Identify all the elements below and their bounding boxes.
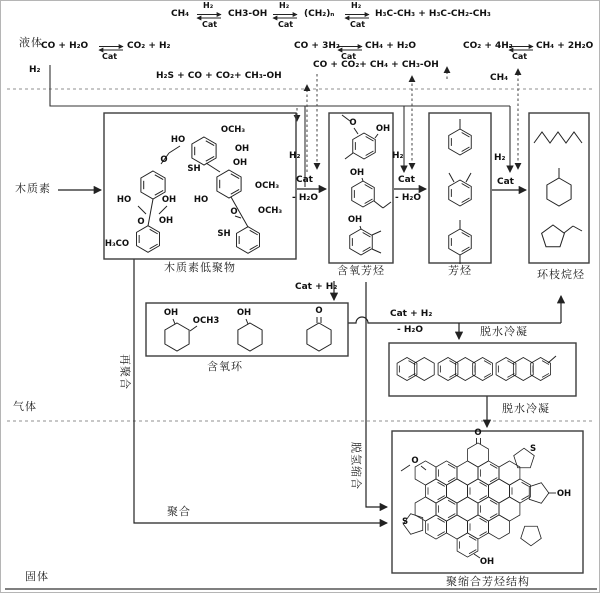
- lignin-ho-mid2-label: HO: [193, 195, 209, 205]
- lignin-oh-bl-label: OH: [158, 216, 174, 226]
- dehydration-caption-top: 脱水冷凝: [480, 325, 528, 338]
- rx2a-right: CO₂ + H₂: [127, 41, 171, 51]
- cyclohexanol-oh-label: OH: [236, 308, 252, 318]
- methoxycyclohexanol-oh-label: OH: [163, 308, 179, 318]
- guaiacol-oh-label: OH: [375, 124, 391, 134]
- lignin-o-bl-label: O: [137, 217, 145, 227]
- phase-liquid-label: 液体: [19, 36, 43, 49]
- condensed-pah-caption: 聚缩合芳烃结构: [446, 575, 530, 588]
- lignin-och3-br-label: OCH₃: [257, 206, 283, 216]
- oxy-rings-caption: 含氧环: [207, 360, 243, 373]
- rx2a-cat: Cat: [102, 52, 118, 61]
- stage2-h2-label: H₂: [392, 151, 404, 161]
- stage1-cat-label: Cat: [296, 175, 313, 185]
- pah-oh-right-label: OH: [556, 489, 572, 499]
- rx2c-left: CO₂ + 4H₂: [463, 41, 513, 51]
- phase-solid-label: 固体: [25, 570, 49, 583]
- lignin-och3-right-label: OCH₃: [254, 181, 280, 191]
- rx1-h2-label-1: H₂: [203, 1, 214, 10]
- cyclo-alkanes-structures: [534, 132, 582, 247]
- cyclo-alkanes-caption: 环枝烷烃: [537, 268, 585, 281]
- pah-o-methoxy-label: O: [411, 456, 419, 466]
- rx2b-left: CO + 3H₂: [294, 41, 340, 51]
- phase-gas-label: 气体: [13, 400, 37, 413]
- rx1-cat-label-2: Cat: [278, 20, 294, 29]
- pah-s-topright-label: S: [529, 444, 537, 454]
- rx2b-cat: Cat: [341, 52, 357, 61]
- rx1-cat-label-1: Cat: [202, 20, 218, 29]
- aromatics-box: [429, 113, 491, 263]
- h2-input-label: H₂: [29, 65, 41, 75]
- offgas3-ch4-label: CH₄: [490, 73, 509, 83]
- rx1-alkanes: H₃C-CH₃ + H₃C-CH₂-CH₃: [375, 9, 491, 19]
- cyclo-alkanes-box: [529, 113, 589, 263]
- polymerization-label: 聚合: [167, 505, 191, 518]
- lignin-och3-top-label: OCH₃: [220, 125, 246, 135]
- rx2b-right: CH₄ + H₂O: [365, 41, 417, 51]
- rx1-h2-label-3: H₂: [351, 1, 362, 10]
- offgas1-label: H₂S + CO + CO₂+ CH₃-OH: [156, 71, 282, 81]
- lignin-ho-left-label: HO: [116, 195, 132, 205]
- lignin-input-label: 木质素: [15, 182, 51, 195]
- pah-ketone-o-label: O: [474, 428, 482, 438]
- mid1-cat-h2-label: Cat + H₂: [295, 282, 338, 292]
- rx2a-left: CO + H₂O: [41, 41, 89, 51]
- aromatics-structures: [449, 119, 472, 264]
- oxy-aromatics-structures: [342, 115, 391, 255]
- rx1-ch2n: (CH₂)ₙ: [304, 9, 335, 19]
- oxy-ring-output-line: [348, 317, 561, 323]
- rx1-ch3oh: CH3-OH: [228, 9, 268, 19]
- rx2c-right: CH₄ + 2H₂O: [536, 41, 594, 51]
- stage1-h2-label: H₂: [289, 151, 301, 161]
- offgas2-label: CO + CO₂+ CH₄ + CH₃-OH: [313, 60, 439, 70]
- oxy-aromatics-box: [329, 113, 393, 263]
- stage2-cat-label: Cat: [398, 175, 415, 185]
- mid2-water-label: - H₂O: [397, 325, 423, 335]
- cyclohexanone-o-label: O: [315, 306, 323, 316]
- stage2-water-label: - H₂O: [395, 193, 421, 203]
- lignin-oh-r1-label: OH: [234, 144, 250, 154]
- guaiacol-o-label: O: [349, 118, 357, 128]
- mid2-cat-h2-label: Cat + H₂: [390, 309, 433, 319]
- condensed-pah-box: [392, 431, 583, 573]
- lignin-h3co-label: H₃CO: [104, 239, 130, 249]
- dehydration-caption-bottom: 脱水冷凝: [502, 402, 550, 415]
- rx1-cat-label-3: Cat: [350, 20, 366, 29]
- dehydro-condensation-label: 脱氢缩合: [349, 442, 363, 490]
- stage3-h2-label: H₂: [494, 153, 506, 163]
- oxy-rings-structures: [165, 317, 331, 351]
- rx1-ch4: CH₄: [171, 9, 190, 19]
- lignin-sh-bottom-label: SH: [217, 229, 231, 239]
- lignin-oh-mid-label: OH: [161, 195, 177, 205]
- stage1-water-label: - H₂O: [292, 193, 318, 203]
- stage3-cat-label: Cat: [497, 177, 514, 187]
- condensed-pah-structure: [401, 438, 556, 558]
- pah-s-bottomleft-label: S: [401, 517, 409, 527]
- oxy-aromatics-caption: 含氧芳烃: [337, 264, 385, 277]
- aromatics-caption: 芳烃: [448, 264, 472, 277]
- pah-oh-bottom-label: OH: [479, 557, 495, 567]
- repolymerization-label: 再聚合: [118, 354, 132, 390]
- methoxycyclohexanol-och3-label: OCH3: [192, 316, 220, 326]
- rx2c-cat: Cat: [512, 52, 528, 61]
- dehydration-structures: [397, 356, 556, 380]
- lignin-o-ether-label: O: [160, 155, 168, 165]
- lignin-sh-mid-label: SH: [187, 164, 201, 174]
- lignin-ho-top-label: HO: [170, 135, 186, 145]
- lignin-oh-r2-label: OH: [232, 158, 248, 168]
- diagram-graphics: [1, 1, 600, 593]
- dimethylphenol-oh-label: OH: [347, 215, 363, 225]
- lignin-o-br-label: O: [230, 207, 238, 217]
- lignin-oligomer-caption: 木质素低聚物: [164, 261, 236, 274]
- ethylphenol-oh-label: OH: [349, 168, 365, 178]
- dehydro-condensation-path: [366, 282, 387, 507]
- rx1-h2-label-2: H₂: [279, 1, 290, 10]
